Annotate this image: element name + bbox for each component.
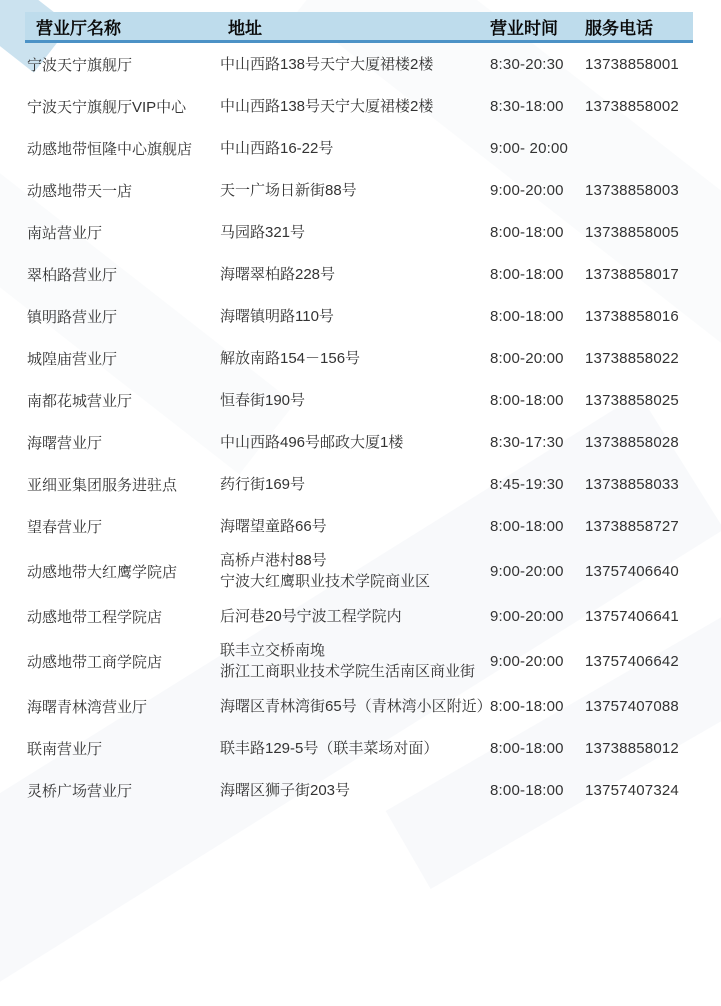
phone-cell: 13738858025: [585, 391, 679, 409]
hall-name-cell: 动感地带工商学院店: [27, 653, 163, 671]
table-row: [25, 337, 693, 379]
hours-cell: 8:00-18:00: [490, 517, 564, 535]
address-line1: 海曙区狮子街203号: [220, 781, 351, 799]
hours-cell: 8:45-19:30: [490, 475, 564, 493]
hours-cell: 9:00- 20:00: [490, 139, 569, 157]
table-row: [25, 637, 693, 685]
address-line2: 宁波大红鹰职业技术学院商业区: [220, 573, 431, 590]
address-line1: 解放南路154－156号: [220, 349, 361, 367]
hours-cell: 8:00-18:00: [490, 391, 564, 409]
address-line1: 药行街169号: [220, 475, 306, 493]
address-line2: 浙江工商职业技术学院生活南区商业街: [220, 663, 476, 680]
address-cell: [220, 180, 490, 201]
hours-cell: 8:30-18:00: [490, 97, 564, 115]
address-line1: 中山西路16-22号: [220, 139, 334, 157]
phone-cell: 13757407324: [585, 781, 679, 799]
hours-cell: 9:00-20:00: [490, 607, 564, 625]
table-row: [25, 295, 693, 337]
address-cell: [220, 696, 490, 717]
address-line1: 中山西路138号天宁大厦裙楼2楼: [220, 55, 434, 73]
table-row: [25, 547, 693, 595]
phone-cell: 13738858003: [585, 181, 679, 199]
address-line1: 后河巷20号宁波工程学院内: [220, 607, 402, 625]
address-cell: [220, 474, 490, 495]
table-header-row: [25, 12, 693, 43]
table-row: [25, 769, 693, 811]
address-cell: [220, 348, 490, 369]
hours-cell: 8:00-18:00: [490, 781, 564, 799]
address-line1: 海曙镇明路110号: [220, 307, 334, 325]
address-cell: [220, 516, 490, 537]
address-cell: [220, 432, 490, 453]
hall-name-cell: 南都花城营业厅: [27, 392, 133, 410]
table-row: [25, 685, 693, 727]
hall-name-cell: 宁波天宁旗舰厅: [27, 56, 133, 74]
hall-name-cell: 动感地带工程学院店: [27, 608, 163, 626]
hall-name-cell: 海曙营业厅: [27, 434, 103, 452]
address-cell: [220, 550, 490, 592]
hours-cell: 9:00-20:00: [490, 181, 564, 199]
phone-cell: 13738858001: [585, 55, 679, 73]
hours-cell: 9:00-20:00: [490, 652, 564, 670]
business-hall-table: [25, 12, 693, 811]
address-cell: [220, 738, 490, 759]
hall-name-cell: 动感地带恒隆中心旗舰店: [27, 140, 193, 158]
address-line1: 联丰立交桥南堍: [220, 642, 326, 659]
address-cell: [220, 54, 490, 75]
phone-cell: 13738858028: [585, 433, 679, 451]
table-row: [25, 505, 693, 547]
hours-cell: 8:00-18:00: [490, 307, 564, 325]
address-line1: 恒春街190号: [220, 391, 306, 409]
hall-name-cell: 南站营业厅: [27, 224, 103, 242]
phone-cell: 13757407088: [585, 697, 679, 715]
hall-name-cell: 联南营业厅: [27, 740, 103, 758]
phone-cell: 13738858033: [585, 475, 679, 493]
address-line1: 海曙望童路66号: [220, 517, 327, 535]
phone-cell: 13738858016: [585, 307, 679, 325]
address-line1: 海曙区青林湾街65号（青林湾小区附近）: [220, 697, 492, 715]
header-hall-name: 营业厅名称: [36, 18, 121, 38]
phone-cell: 13757406641: [585, 607, 679, 625]
header-address: 地址: [228, 18, 262, 38]
address-line1: 联丰路129-5号（联丰菜场对面）: [220, 739, 439, 757]
address-line1: 马园路321号: [220, 223, 306, 241]
address-cell: [220, 640, 490, 682]
address-line1: 天一广场日新街88号: [220, 181, 357, 199]
table-row: [25, 85, 693, 127]
address-cell: [220, 606, 490, 627]
table-body: [25, 43, 693, 811]
address-cell: [220, 138, 490, 159]
table-row: [25, 379, 693, 421]
table-row: [25, 127, 693, 169]
table-row: [25, 253, 693, 295]
hall-name-cell: 动感地带大红鹰学院店: [27, 563, 178, 581]
hall-name-cell: 宁波天宁旗舰厅VIP中心: [27, 98, 187, 116]
hours-cell: 9:00-20:00: [490, 562, 564, 580]
phone-cell: 13738858002: [585, 97, 679, 115]
header-hours: 营业时间: [490, 18, 558, 38]
phone-cell: 13738858017: [585, 265, 679, 283]
hours-cell: 8:30-17:30: [490, 433, 564, 451]
hours-cell: 8:00-20:00: [490, 349, 564, 367]
address-cell: [220, 780, 490, 801]
address-line1: 海曙翠柏路228号: [220, 265, 336, 283]
phone-cell: 13738858727: [585, 517, 679, 535]
table-row: [25, 211, 693, 253]
address-cell: [220, 222, 490, 243]
hall-name-cell: 翠柏路营业厅: [27, 266, 118, 284]
table-row: [25, 595, 693, 637]
header-phone: 服务电话: [585, 18, 653, 38]
phone-cell: 13738858022: [585, 349, 679, 367]
hours-cell: 8:00-18:00: [490, 265, 564, 283]
table-row: [25, 43, 693, 85]
hall-name-cell: 望春营业厅: [27, 518, 103, 536]
table-row: [25, 421, 693, 463]
table-row: [25, 727, 693, 769]
hall-name-cell: 海曙青林湾营业厅: [27, 698, 148, 716]
hours-cell: 8:00-18:00: [490, 223, 564, 241]
phone-cell: 13757406642: [585, 652, 679, 670]
hall-name-cell: 动感地带天一店: [27, 182, 133, 200]
table-row: [25, 169, 693, 211]
address-line1: 高桥卢港村88号: [220, 552, 327, 569]
address-cell: [220, 96, 490, 117]
address-cell: [220, 306, 490, 327]
hall-name-cell: 城隍庙营业厅: [27, 350, 118, 368]
hall-name-cell: 镇明路营业厅: [27, 308, 118, 326]
hours-cell: 8:00-18:00: [490, 697, 564, 715]
hours-cell: 8:30-20:30: [490, 55, 564, 73]
phone-cell: 13738858012: [585, 739, 679, 757]
phone-cell: 13738858005: [585, 223, 679, 241]
address-line1: 中山西路138号天宁大厦裙楼2楼: [220, 97, 434, 115]
hall-name-cell: 亚细亚集团服务进驻点: [27, 476, 178, 494]
address-cell: [220, 264, 490, 285]
table-row: [25, 463, 693, 505]
hours-cell: 8:00-18:00: [490, 739, 564, 757]
address-cell: [220, 390, 490, 411]
phone-cell: 13757406640: [585, 562, 679, 580]
address-line1: 中山西路496号邮政大厦1楼: [220, 433, 404, 451]
hall-name-cell: 灵桥广场营业厅: [27, 782, 133, 800]
